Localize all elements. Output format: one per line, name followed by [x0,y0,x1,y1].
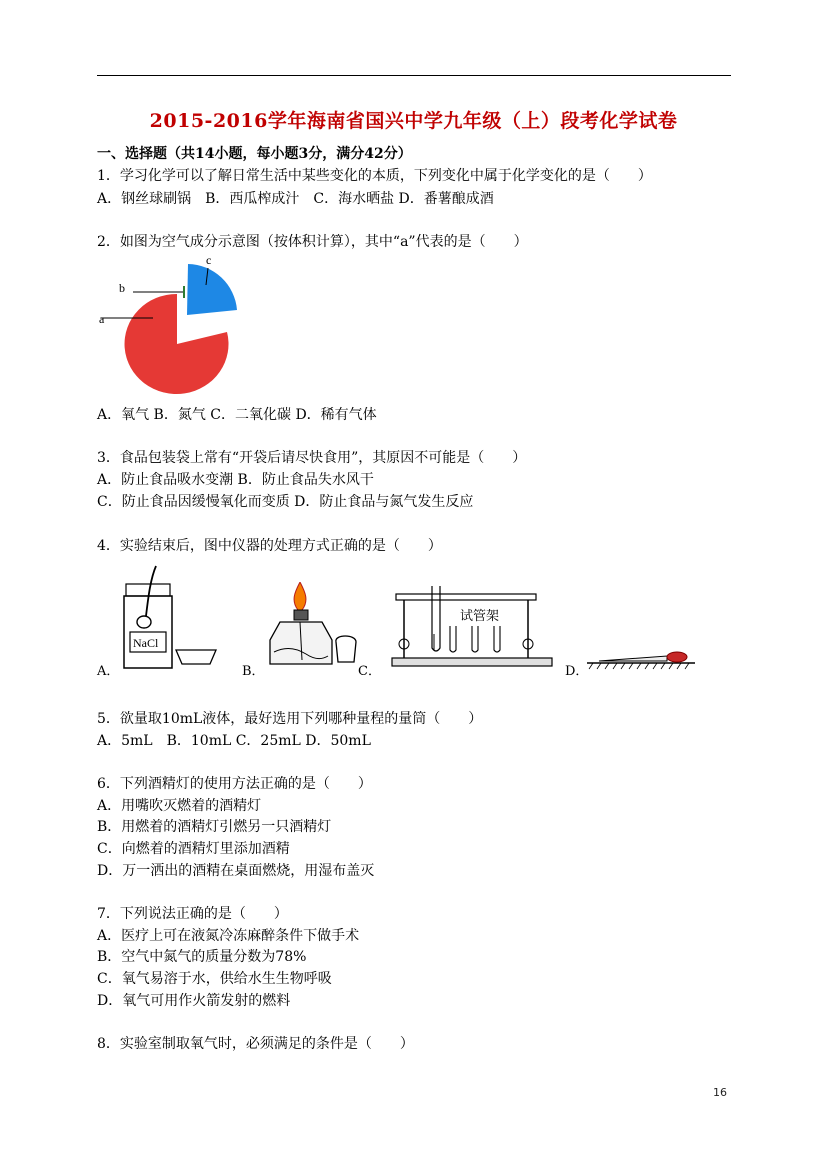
header-rule [97,75,731,76]
q4-label-c: C． [358,664,381,679]
pie-label-c: c [206,253,212,267]
q5-stem: 5．欲量取10mL液体，最好选用下列哪种量程的量筒（ ） [97,711,483,727]
q6-stem: 6．下列酒精灯的使用方法正确的是（ ） [97,776,372,792]
page-number: 16 [713,1086,727,1099]
q6-option-d: D．万一洒出的酒精在桌面燃烧，用湿布盖灭 [97,863,375,879]
q6-option-b: B．用燃着的酒精灯引燃另一只酒精灯 [97,819,332,835]
page-title: 2015-2016学年海南省国兴中学九年级（上）段考化学试卷 [149,110,678,132]
test-tube-rack-figure [390,578,555,670]
pie-slice-c [187,264,237,315]
q6-option-c: C．向燃着的酒精灯里添加酒精 [97,841,290,857]
section-heading: 一、选择题（共14小题，每小题3分，满分42分） [97,146,412,162]
dropper-on-table-figure [585,645,697,671]
q4-label-d: D． [565,664,589,679]
q7-stem: 7．下列说法正确的是（ ） [97,906,288,922]
q4-stem: 4．实验结束后，图中仪器的处理方式正确的是（ ） [97,538,442,554]
q3-options-ab: A．防止食品吸水变潮 B．防止食品失水风干 [97,472,374,488]
pie-label-b: b [119,281,125,295]
q4-label-b: B． [242,664,265,679]
q1-stem: 1．学习化学可以了解日常生活中某些变化的本质，下列变化中属于化学变化的是（ ） [97,168,652,184]
q2-stem: 2．如图为空气成分示意图（按体积计算），其中“a”代表的是（ ） [97,234,528,250]
reagent-bottle-figure [118,560,228,675]
q7-option-c: C．氧气易溶于水，供给水生生物呼吸 [97,971,332,987]
q8-stem: 8．实验室制取氧气时，必须满足的条件是（ ） [97,1036,414,1052]
q7-option-b: B．空气中氮气的质量分数为78% [97,949,307,965]
q3-stem: 3．食品包装袋上常有“开袋后请尽快食用”，其原因不可能是（ ） [97,450,527,466]
q6-option-a: A．用嘴吹灭燃着的酒精灯 [97,798,262,814]
bottle-label: NaCl [133,636,159,650]
q1-options: A．钢丝球刷锅 B．西瓜榨成汁 C．海水晒盐 D．番薯酿成酒 [97,191,494,207]
q7-option-a: A．医疗上可在液氮冷冻麻醉条件下做手术 [97,928,360,944]
q3-options-cd: C．防止食品因缓慢氧化而变质 D．防止食品与氮气发生反应 [97,494,474,510]
rack-label: 试管架 [460,609,500,624]
q7-option-d: D．氧气可用作火箭发射的燃料 [97,993,291,1009]
pie-label-a: a [99,312,105,326]
alcohol-lamp-figure [260,582,370,674]
air-composition-pie-chart [97,252,257,400]
q4-label-a: A． [97,664,120,679]
q2-options: A．氧气 B．氮气 C．二氧化碳 D．稀有气体 [97,407,377,423]
q5-options: A．5mL B．10mL C．25mL D．50mL [97,733,371,749]
